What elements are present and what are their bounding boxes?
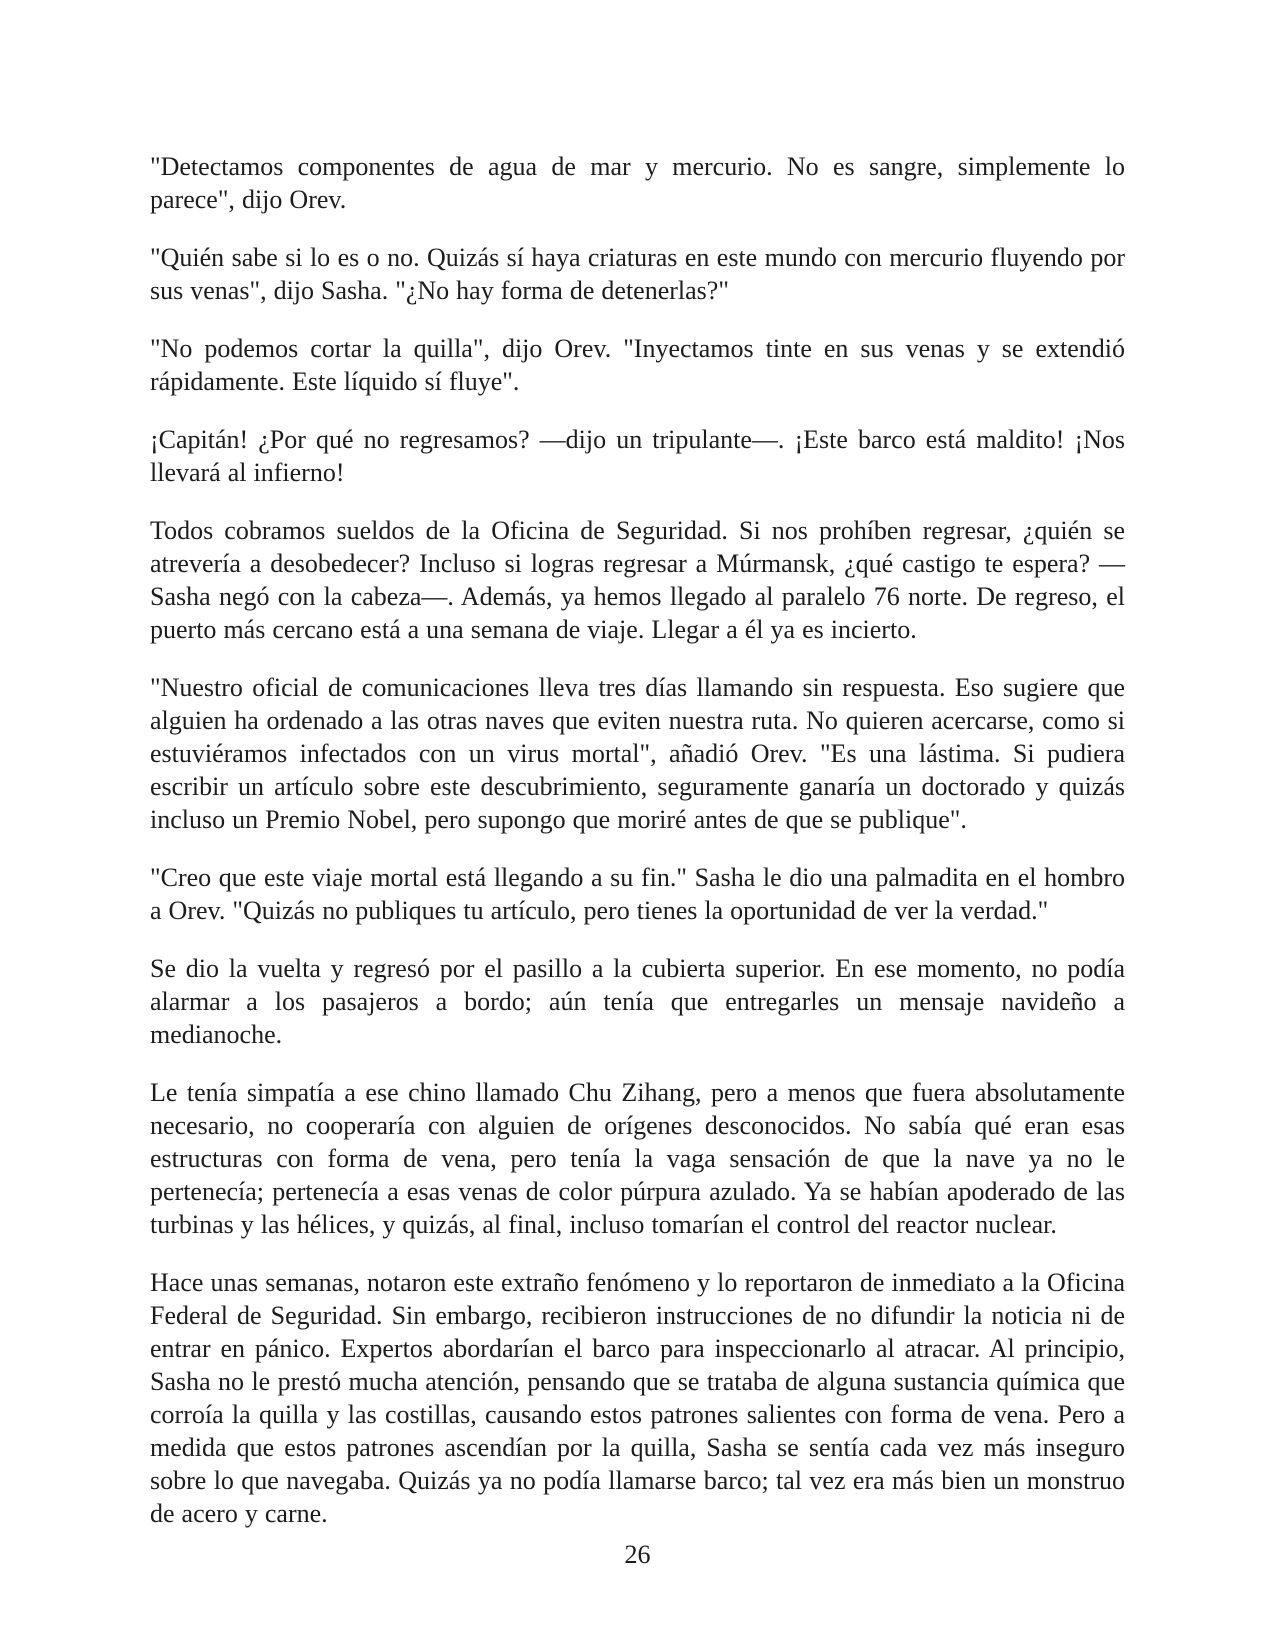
paragraph-7: "Creo que este viaje mortal está llegando a su fin." Sasha le dio una palmadita en el hombro a Orev. "Quizás no publiques tu artículo, pero tienes la oportunidad de ver la verdad." — [150, 863, 1125, 925]
paragraph-2: "Quién sabe si lo es o no. Quizás sí haya criaturas en este mundo con mercurio fluyendo por sus venas", dijo Sasha. "¿No hay forma de detenerlas?" — [150, 243, 1125, 305]
paragraph-6: "Nuestro oficial de comunicaciones lleva tres días llamando sin respuesta. Eso sugiere que alguien ha ordenado a las otras naves que eviten nuestra ruta. No quieren acercarse, como si estuviéramos infectados con un virus mortal", añadió Orev. "Es una lástima. Si pudiera escribir un artículo sobre este descubrimiento, seguramente ganaría un doctorado y quizás incluso un Premio Nobel, pero supongo que moriré antes de que se publique". — [150, 673, 1125, 834]
paragraph-3: "No podemos cortar la quilla", dijo Orev. "Inyectamos tinte en sus venas y se extendió rápidamente. Este líquido sí fluye". — [150, 334, 1125, 396]
paragraph-9: Le tenía simpatía a ese chino llamado Chu Zihang, pero a menos que fuera absolutamente necesario, no cooperaría con alguien de orígenes desconocidos. No sabía qué eran esas estructuras con forma de vena, pero tenía la vaga sensación de que la nave ya no le pertenecía; pertenecía a esas venas de color púrpura azulado. Ya se habían apoderado de las turbinas y las hélices, y quizás, al final, incluso tomarían el control del reactor nuclear. — [150, 1078, 1125, 1239]
paragraph-1: "Detectamos componentes de agua de mar y mercurio. No es sangre, simplemente lo parece", dijo Orev. — [150, 152, 1125, 214]
page-number: 26 — [624, 1540, 651, 1569]
page-content — [150, 150, 1125, 1555]
paragraph-4: ¡Capitán! ¿Por qué no regresamos? —dijo un tripulante—. ¡Este barco está maldito! ¡Nos llevará al infierno! — [150, 425, 1125, 487]
paragraph-8: Se dio la vuelta y regresó por el pasillo a la cubierta superior. En ese momento, no podía alarmar a los pasajeros a bordo; aún tenía que entregarles un mensaje navideño a medianoche. — [150, 954, 1125, 1049]
paragraph-5: Todos cobramos sueldos de la Oficina de Seguridad. Si nos prohíben regresar, ¿quién se atrevería a desobedecer? Incluso si logras regresar a Múrmansk, ¿qué castigo te espera? —Sasha negó con la cabeza—. Además, ya hemos llegado al paralelo 76 norte. De regreso, el puerto más cercano está a una semana de viaje. Llegar a él ya es incierto. — [150, 516, 1125, 644]
paragraph-10: Hace unas semanas, notaron este extraño fenómeno y lo reportaron de inmediato a la Oficina Federal de Seguridad. Sin embargo, recibieron instrucciones de no difundir la noticia ni de entrar en pánico. Expertos abordarían el barco para inspeccionarlo al atracar. Al principio, Sasha no le prestó mucha atención, pensando que se trataba de alguna sustancia química que corroía la quilla y las costillas, causando estos patrones salientes con forma de vena. Pero a medida que estos patrones ascendían por la quilla, Sasha se sentía cada vez más inseguro sobre lo que navegaba. Quizás ya no podía llamarse barco; tal vez era más bien un monstruo de acero y carne. — [150, 1268, 1125, 1528]
